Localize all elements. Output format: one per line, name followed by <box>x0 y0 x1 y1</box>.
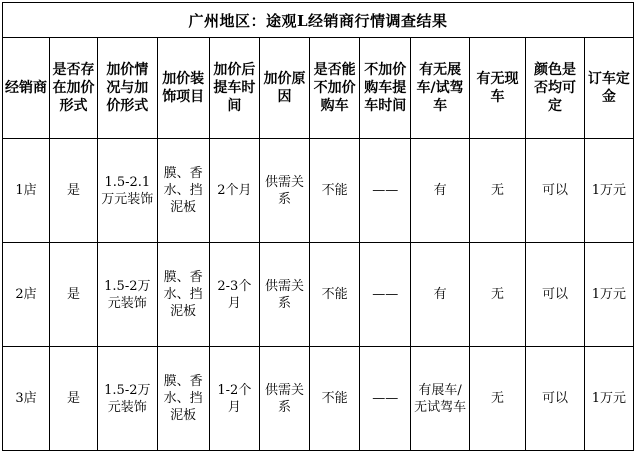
title-row <box>3 3 634 38</box>
header-in-stock: 有无现车 <box>469 38 525 139</box>
header-display-test-car: 有无展车/试驾车 <box>411 38 469 139</box>
cell-decoration-items: 膜、香水、挡泥板 <box>157 347 209 451</box>
cell-dealer: 2店 <box>3 243 50 347</box>
header-has-markup: 是否存在加价形式 <box>50 38 98 139</box>
cell-dealer: 3店 <box>3 347 50 451</box>
cell-pickup-time: 2-3个月 <box>209 243 259 347</box>
header-no-markup-pickup-time: 不加价购车提车时间 <box>360 38 411 139</box>
cell-decoration-items: 膜、香水、挡泥板 <box>157 243 209 347</box>
cell-markup-form: 1.5-2万元装饰 <box>98 347 158 451</box>
cell-markup-reason: 供需关系 <box>259 139 309 243</box>
cell-in-stock: 无 <box>469 243 525 347</box>
cell-deposit: 1万元 <box>584 347 633 451</box>
table-row <box>3 243 634 347</box>
header-markup-form: 加价情况与加价形式 <box>98 38 158 139</box>
header-dealer: 经销商 <box>3 38 50 139</box>
header-buy-without-markup: 是否能不加价购车 <box>310 38 360 139</box>
cell-pickup-time: 2个月 <box>209 139 259 243</box>
header-decoration-items: 加价装饰项目 <box>157 38 209 139</box>
cell-buy-without-markup: 不能 <box>310 139 360 243</box>
survey-table-container <box>2 2 634 451</box>
cell-in-stock: 无 <box>469 347 525 451</box>
cell-display-test-car: 有 <box>411 243 469 347</box>
cell-buy-without-markup: 不能 <box>310 243 360 347</box>
cell-has-markup: 是 <box>50 347 98 451</box>
cell-display-test-car: 有 <box>411 139 469 243</box>
header-color-available: 颜色是否均可定 <box>526 38 584 139</box>
cell-decoration-items: 膜、香水、挡泥板 <box>157 139 209 243</box>
cell-markup-form: 1.5-2.1万元装饰 <box>98 139 158 243</box>
cell-deposit: 1万元 <box>584 243 633 347</box>
table-row <box>3 139 634 243</box>
header-deposit: 订车定金 <box>584 38 633 139</box>
cell-has-markup: 是 <box>50 139 98 243</box>
cell-buy-without-markup: 不能 <box>310 347 360 451</box>
cell-color-available: 可以 <box>526 243 584 347</box>
cell-dealer: 1店 <box>3 139 50 243</box>
cell-display-test-car: 有展车/无试驾车 <box>411 347 469 451</box>
cell-no-markup-pickup-time: —— <box>360 347 411 451</box>
cell-in-stock: 无 <box>469 139 525 243</box>
table-title: 广州地区：途观L经销商行情调查结果 <box>3 3 634 38</box>
cell-no-markup-pickup-time: —— <box>360 139 411 243</box>
cell-deposit: 1万元 <box>584 139 633 243</box>
dealer-survey-table <box>2 2 634 451</box>
header-markup-reason: 加价原因 <box>259 38 309 139</box>
cell-pickup-time: 1-2个月 <box>209 347 259 451</box>
header-row <box>3 38 634 139</box>
header-pickup-time: 加价后提车时间 <box>209 38 259 139</box>
table-row <box>3 347 634 451</box>
cell-has-markup: 是 <box>50 243 98 347</box>
cell-color-available: 可以 <box>526 347 584 451</box>
cell-no-markup-pickup-time: —— <box>360 243 411 347</box>
cell-markup-reason: 供需关系 <box>259 243 309 347</box>
cell-markup-reason: 供需关系 <box>259 347 309 451</box>
cell-color-available: 可以 <box>526 139 584 243</box>
cell-markup-form: 1.5-2万元装饰 <box>98 243 158 347</box>
